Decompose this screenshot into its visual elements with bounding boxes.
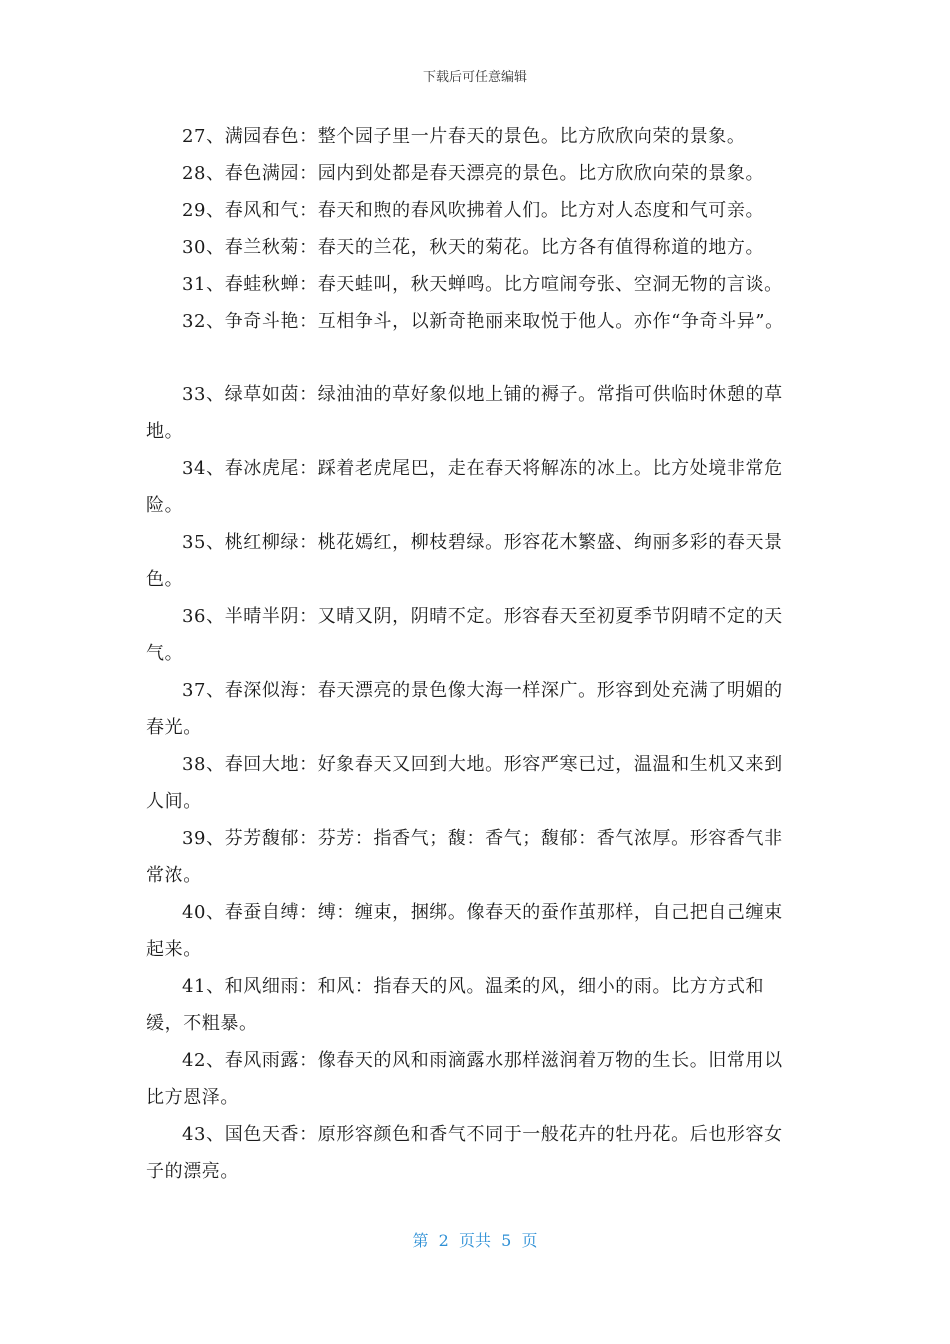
idiom-entry: 28、春色满园：园内到处都是春天漂亮的景色。比方欣欣向荣的景象。	[182, 163, 765, 184]
idiom-entry: 29、春风和气：春天和煦的春风吹拂着人们。比方对人态度和气可亲。	[182, 200, 765, 221]
idiom-entry: 33、绿草如茵：绿油油的草好象似地上铺的褥子。常指可供临时休憩的草地。	[146, 384, 783, 442]
section-gap	[146, 340, 796, 376]
idiom-entry: 32、争奇斗艳：互相争斗，以新奇艳丽来取悦于他人。亦作“争奇斗异”。	[182, 311, 784, 332]
page-footer: 第 2 页共 5 页	[412, 1231, 538, 1250]
idiom-entry: 38、春回大地：好象春天又回到大地。形容严寒已过，温温和生机又来到人间。	[146, 754, 783, 812]
idiom-entry: 43、国色天香：原形容颜色和香气不同于一般花卉的牡丹花。后也形容女子的漂亮。	[146, 1124, 783, 1182]
page-header: 下载后可任意编辑	[422, 70, 527, 85]
idiom-entry: 35、桃红柳绿：桃花嫣红，柳枝碧绿。形容花木繁盛、绚丽多彩的春天景色。	[146, 532, 783, 590]
idiom-entry: 34、春冰虎尾：踩着老虎尾巴，走在春天将解冻的冰上。比方处境非常危险。	[146, 458, 783, 516]
idiom-entry: 41、和风细雨：和风：指春天的风。温柔的风，细小的雨。比方方式和缓，不粗暴。	[146, 976, 765, 1034]
idiom-entry: 27、满园春色：整个园子里一片春天的景色。比方欣欣向荣的景象。	[182, 126, 746, 147]
idiom-entry: 31、春蛙秋蝉：春天蛙叫，秋天蝉鸣。比方喧闹夸张、空洞无物的言谈。	[182, 274, 783, 295]
idiom-entry: 30、春兰秋菊：春天的兰花，秋天的菊花。比方各有值得称道的地方。	[182, 237, 765, 258]
idiom-entry: 40、春蚕自缚：缚：缠束，捆绑。像春天的蚕作茧那样，自己把自己缠束起来。	[146, 902, 783, 960]
idiom-entry: 37、春深似海：春天漂亮的景色像大海一样深广。形容到处充满了明媚的春光。	[146, 680, 783, 738]
idiom-entry: 42、春风雨露：像春天的风和雨滴露水那样滋润着万物的生长。旧常用以比方恩泽。	[146, 1050, 783, 1108]
idiom-entry: 39、芬芳馥郁：芬芳：指香气；馥：香气；馥郁：香气浓厚。形容香气非常浓。	[146, 828, 783, 886]
idiom-entry: 36、半晴半阴：又晴又阴，阴晴不定。形容春天至初夏季节阴晴不定的天气。	[146, 606, 783, 664]
document-body	[146, 118, 796, 1190]
